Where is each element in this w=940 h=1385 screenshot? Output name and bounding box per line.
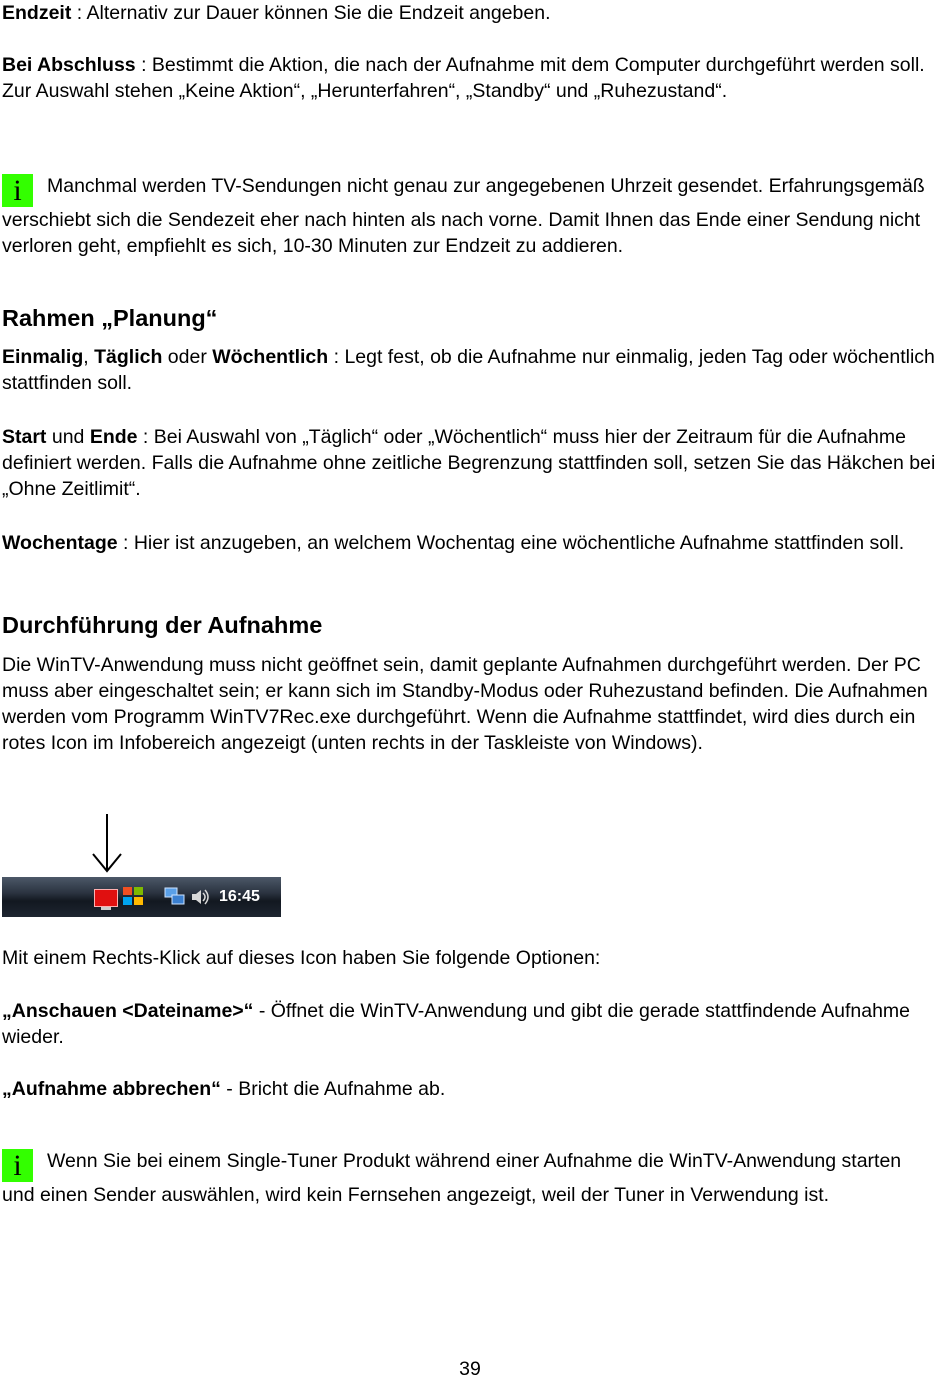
separator: oder [162, 346, 213, 368]
term-ende: Ende [89, 426, 138, 448]
paragraph-bei-abschluss [2, 52, 938, 104]
term-abbrechen: „Aufnahme abbrechen“ [2, 1078, 221, 1100]
paragraph-wochentage [2, 530, 938, 556]
info-note-single-tuner [2, 1148, 938, 1208]
windows-taskbar-tray [2, 877, 281, 917]
paragraph-text: - Öffnet die WinTV-Anwendung und gibt die gerade stattfindende Aufnahme wieder. [2, 1000, 911, 1048]
info-note-sendezeit [2, 173, 938, 259]
page-number: 39 [459, 1358, 481, 1380]
term-wochentage: Wochentage [2, 532, 118, 554]
heading-durchfuehrung: Durchführung der Aufnahme [2, 612, 323, 638]
heading-rahmen-planung: Rahmen „Planung“ [2, 305, 218, 331]
windows-flag-icon[interactable] [122, 885, 144, 907]
paragraph-durchfuehrung: Die WinTV-Anwendung muss nicht geöffnet sein, damit geplante Aufnahmen durchgeführt werden. Der PC muss aber eingeschaltet sein; er kann sich im Standby-Modus oder Ruhezustand befinden. Die Aufnahmen werden vom Programm WinTV7Rec.exe durchgeführt. Wenn die Aufnahme stattfindet, wird dies durch ein rotes Icon im Infobereich angezeigt (unten rechts in der Taskleiste von Windows). [2, 654, 928, 754]
note-text: Wenn Sie bei einem Single-Tuner Produkt während einer Aufnahme die WinTV-Anwendung starten und einen Sender auswählen, wird kein Fernsehen angezeigt, weil der Tuner in Verwendung ist. [2, 1150, 902, 1206]
paragraph-rechtsklick: Mit einem Rechts-Klick auf dieses Icon haben Sie folgende Optionen: [2, 947, 601, 969]
info-icon: i [2, 1149, 33, 1182]
paragraph-text: : Bestimmt die Aktion, die nach der Aufnahme mit dem Computer durchgeführt werden soll. Zur Auswahl stehen „Keine Aktion“, „Herunterfahren“, „Standby“ und „Ruhezustand“. [2, 54, 925, 102]
paragraph-text: : Hier ist anzugeben, an welchem Wochentag eine wöchentliche Aufnahme stattfinden soll. [117, 532, 905, 554]
info-icon: i [2, 174, 33, 207]
paragraph-text: - Bricht die Aufnahme ab. [220, 1078, 446, 1100]
taskbar-clock[interactable]: 16:45 [219, 888, 260, 905]
speaker-icon[interactable] [190, 887, 210, 907]
term-anschauen: „Anschauen <Dateiname>“ [2, 1000, 254, 1022]
red-recording-icon[interactable] [94, 889, 118, 907]
separator: und [46, 426, 90, 448]
separator: , [83, 346, 95, 368]
term-woechentlich: Wöchentlich [212, 346, 329, 368]
note-text: Manchmal werden TV-Sendungen nicht genau zur angegebenen Uhrzeit gesendet. Erfahrungsgemäß verschiebt sich die Sendezeit eher nach hinten als nach vorne. Damit Ihnen das Ende einer Sendung nicht verloren geht, empfiehlt es sich, 10-30 Minuten zur Endzeit zu addieren. [2, 175, 925, 257]
paragraph-anschauen [2, 998, 938, 1050]
paragraph-haeufigkeit [2, 344, 938, 396]
paragraph-abbrechen [2, 1076, 938, 1102]
term-einmalig: Einmalig [2, 346, 84, 368]
paragraph-text: : Alternativ zur Dauer können Sie die Endzeit angeben. [71, 2, 551, 24]
term-endzeit: Endzeit [2, 2, 72, 24]
paragraph-text: : Bei Auswahl von „Täglich“ oder „Wöchentlich“ muss hier der Zeitraum für die Aufnahme definiert werden. Falls die Aufnahme ohne zeitliche Begrenzung stattfinden soll, setzen Sie das Häkchen bei „Ohne Zeitlimit“. [2, 426, 936, 500]
term-bei-abschluss: Bei Abschluss [2, 54, 136, 76]
term-start: Start [2, 426, 47, 448]
down-arrow-icon [90, 812, 124, 874]
network-icon[interactable] [164, 887, 186, 907]
paragraph-text: : Legt fest, ob die Aufnahme nur einmalig, jeden Tag oder wöchentlich stattfinden soll. [2, 346, 935, 394]
paragraph-endzeit [2, 0, 938, 26]
term-taeglich: Täglich [94, 346, 163, 368]
paragraph-start-ende [2, 424, 938, 502]
